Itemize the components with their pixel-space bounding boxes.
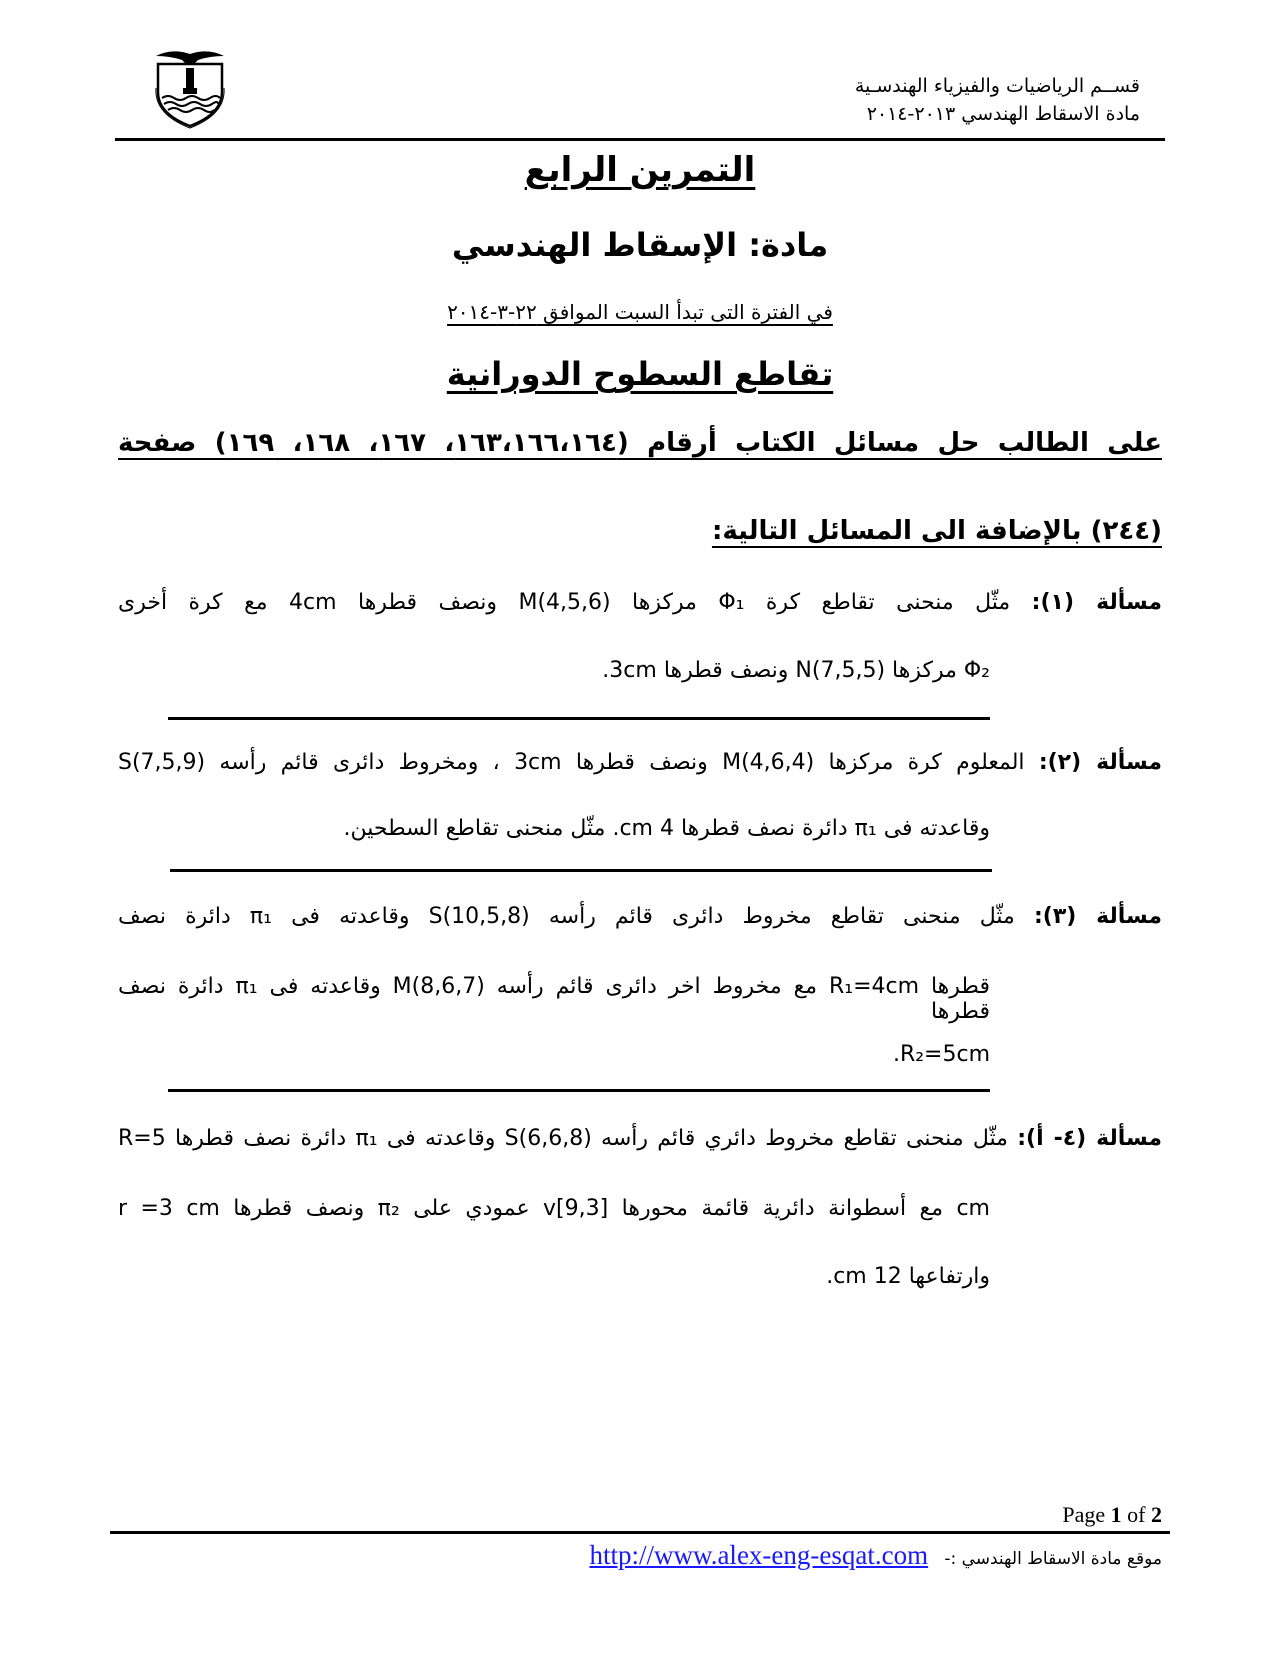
problem-1-line-1: [118, 590, 1162, 615]
problem-2-line-2: وقاعدته فى π₁ دائرة نصف قطرها 4 cm. مثّل منحنى تقاطع السطحين.: [343, 816, 990, 841]
problem-1-label: مسألة (١):: [1031, 590, 1162, 615]
subject-title: مادة: الإسقاط الهندسي: [451, 226, 829, 264]
problem-2-label: مسألة (٢):: [1038, 750, 1162, 775]
instructions-line-2: (٢٤٤) بالإضافة الى المسائل التالية:: [711, 516, 1162, 546]
problem-separator: [168, 1089, 990, 1092]
problem-4-line-2: cm مع أسطوانة دائرية قائمة محورها v[9,3] عمودي على π₂ ونصف قطرها r =3 cm: [118, 1196, 990, 1221]
footer-divider: [110, 1531, 1170, 1534]
problem-1-line-2: Φ₂ مركزها N(7,5,5) ونصف قطرها 3cm.: [602, 658, 990, 683]
exercise-title: التمرين الرابع: [524, 150, 756, 190]
problem-3-line-3: R₂=5cm.: [892, 1042, 990, 1067]
problem-3-text: مثّل منحنى تقاطع مخروط دائرى قائم رأسه S(10,5,8) وقاعدته فى π₁ دائرة نصف: [118, 904, 1015, 929]
page-total: 2: [1151, 1502, 1162, 1527]
course-name: مادة الاسقاط الهندسي ٢٠١٣-٢٠١٤: [866, 103, 1140, 125]
problem-4-label: مسألة (٤- أ):: [1017, 1126, 1163, 1151]
problem-2-text: المعلوم كرة مركزها M(4,6,4) ونصف قطرها 3cm ، ومخروط دائرى قائم رأسه S(7,5,9): [118, 750, 1025, 775]
site-label: موقع مادة الاسقاط الهندسي :-: [944, 1549, 1162, 1569]
department-header: [855, 72, 1140, 128]
problem-3-label: مسألة (٣):: [1033, 904, 1162, 929]
university-logo-icon: [150, 44, 230, 130]
problem-2-line-1: [118, 750, 1162, 775]
problem-4-line-1: [118, 1126, 1162, 1151]
problem-4-line-3: وارتفاعها 12 cm.: [826, 1264, 990, 1289]
department-name: قســم الرياضيات والفيزياء الهندسـية: [854, 75, 1140, 97]
topic-title: تقاطع السطوح الدورانية: [446, 355, 834, 393]
page-current: 1: [1110, 1502, 1122, 1527]
header-divider: [115, 138, 1165, 141]
page-number: Page 1 of 2: [1062, 1502, 1162, 1527]
problem-1-text: مثّل منحنى تقاطع كرة Φ₁ مركزها M(4,5,6) ونصف قطرها 4cm مع كرة أخرى: [118, 590, 1011, 615]
problem-3-line-2: قطرها R₁=4cm مع مخروط اخر دائرى قائم رأسه M(8,6,7) وقاعدته فى π₁ دائرة نصف قطرها: [118, 974, 990, 1024]
problem-separator: [170, 869, 992, 872]
footer-site: [589, 1540, 1162, 1571]
instructions-line-1: على الطالب حل مسائل الكتاب أرقام (١٦٣،١٦٦،١٦٤، ١٦٧، ١٦٨، ١٦٩) صفحة: [118, 428, 1162, 458]
problem-3-line-1: [118, 904, 1162, 929]
site-link[interactable]: http://www.alex-eng-esqat.com: [589, 1540, 929, 1570]
problem-4-text: مثّل منحنى تقاطع مخروط دائري قائم رأسه S(6,6,8) وقاعدته فى π₁ دائرة نصف قطرها R=5: [118, 1126, 1008, 1151]
period-text: في الفترة التى تبدأ السبت الموافق ٢٢-٣-٢٠١٤: [447, 300, 833, 324]
problem-separator: [168, 717, 990, 720]
